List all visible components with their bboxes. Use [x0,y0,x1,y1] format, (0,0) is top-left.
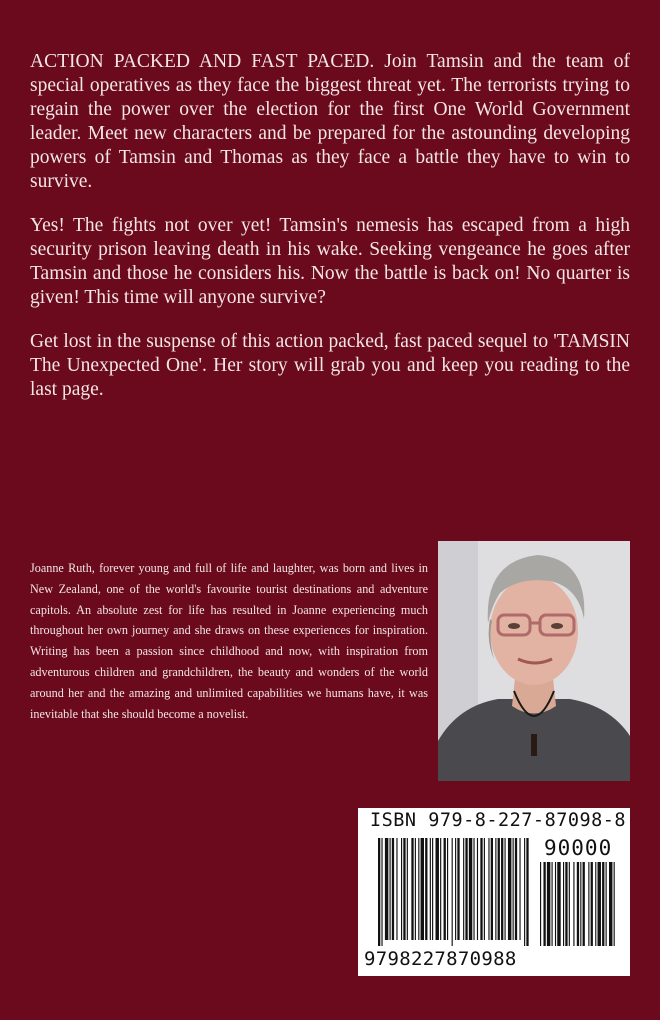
barcode-addon-bar [565,862,567,946]
barcode-addon-bar [583,862,585,946]
blurb-paragraph-2: Yes! The fights not over yet! Tamsin's nemesis has escaped from a high security prison leaving death in his wake. Seeking vengeance he goes after Tamsin and those he considers his. Now the battle is back on! No quarter is given! This time will anyone survive? [30,215,630,308]
author-bio: Joanne Ruth, forever young and full of life and laughter, was born and lives in New Zealand, one of the world's favourite tourist destinations and adventure capitols. An absolute zest for life has resulted in Joanne experiencing much throughout her own journey and she draws on these experiences for inspiration. Writing has been a passion since childhood and now, with inspiration from adventurous children and grandchildren, the beauty and wonders of the world around her and the amazing and unlimited capabilities we humans have, it was inevitable that she should become a novelist. [30,561,428,721]
barcode-bar [495,838,496,940]
barcode-bar [396,838,397,940]
barcode-bar [519,838,520,940]
barcode-digits: 9798227870988 [364,948,517,970]
barcode-addon-bar [543,862,545,946]
barcode-addon-bar [557,862,560,946]
barcode-addon-bar [563,862,564,946]
barcode-bar [407,838,408,940]
barcode-bar [498,838,500,940]
barcode-bar [447,838,448,940]
barcode-bar [480,838,482,940]
barcode-bar [488,838,489,940]
barcode-bar [392,838,394,940]
barcode-bar [432,838,433,940]
barcode-bar [415,838,416,940]
barcode-addon-bar [606,862,607,946]
barcode-bar [469,838,472,940]
barcode-bar [524,838,525,946]
barcode-bar [465,838,467,940]
barcode-addon-bar [609,862,612,946]
barcode-addon-bar [552,862,553,946]
barcode-addon-bar [540,862,541,946]
barcode-bar [440,838,441,940]
barcode-bar [477,838,478,940]
barcode-addon-number: 90000 [544,836,613,860]
barcode-addon-bar [602,862,604,946]
barcode-addon-bar [547,862,550,946]
barcode-addon-bar [555,862,556,946]
barcode-addon-bar [588,862,589,946]
barcode-bar [491,838,493,940]
barcode-bar [484,838,485,940]
barcode-bar [385,838,388,940]
isbn-barcode [358,808,630,976]
author-photo [438,541,630,781]
barcode-bar [401,838,402,940]
barcode-addon-bar [577,862,579,946]
barcode-bar [513,838,514,940]
barcode-bar [505,838,506,940]
barcode-bar [501,838,503,940]
barcode-bar [526,838,528,946]
blurb-paragraph-3: Get lost in the suspense of this action packed, fast paced sequel to 'TAMSIN The Unexpected One'. Her story will grab you and keep you reading to the last page. [30,331,630,400]
barcode-bar [455,838,456,940]
barcode-addon-bar [595,862,596,946]
barcode-bar [473,838,474,940]
barcode-addon-bar [569,862,570,946]
barcode-bar [421,838,424,940]
barcode-bar [436,838,439,940]
barcode-addon-bar [598,862,601,946]
barcode-bar [463,838,464,940]
barcode-bar [430,838,431,940]
author-portrait-image [438,541,630,781]
blurb-paragraph-1: ACTION PACKED AND FAST PACED. Join Tamsin and the team of special operatives as they face the biggest threat yet. The terrorists trying to regain the power over the election for the first One World Government leader. Meet new characters and be prepared for the astounding developing powers of Tamsin and Thomas as they face a battle they have to win to survive. [30,51,630,192]
barcode-bar [452,838,453,946]
barcode-bar [444,838,446,940]
isbn-label: ISBN 979-8-227-87098-8 [370,810,627,831]
back-cover-blurb [30,50,630,422]
barcode-bar [425,838,427,940]
barcode-bar [508,838,511,940]
barcode-bar [457,838,459,940]
barcode-bar [418,838,419,940]
barcode-bar [515,838,517,940]
barcode-addon-bar [614,862,615,946]
barcode-bar [378,838,380,946]
barcode-bar [390,838,391,940]
barcode-bar [381,838,382,946]
barcode-addon-bar [573,862,574,946]
barcode-addon-bar [591,862,593,946]
barcode-bar [411,838,413,940]
barcode-addon-bar [580,862,581,946]
barcode-bars [378,838,618,946]
barcode-bar [403,838,405,940]
